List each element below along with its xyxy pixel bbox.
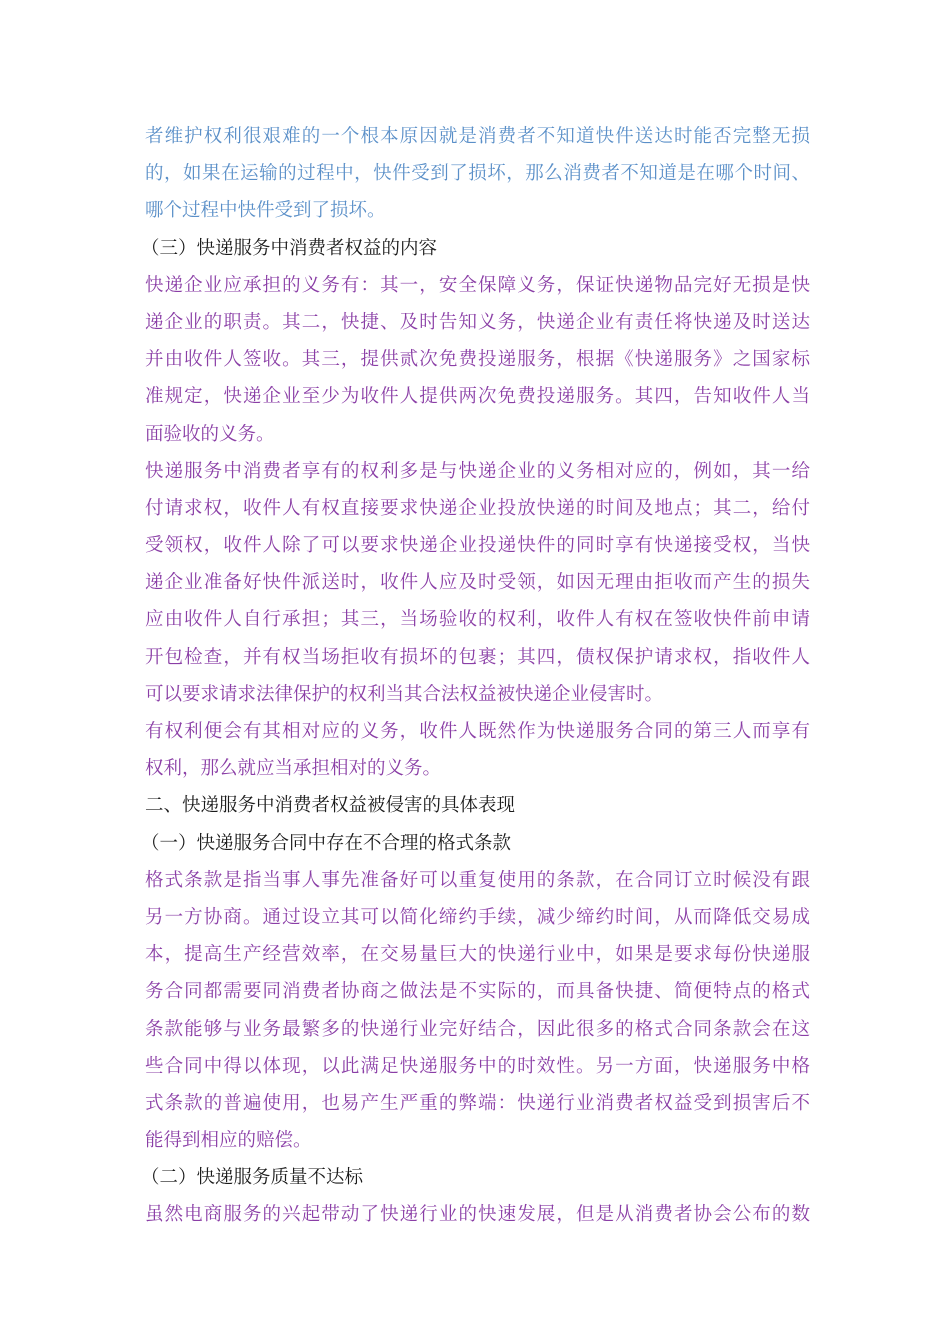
text-line: 能得到相应的赔偿。 bbox=[145, 1130, 312, 1152]
text-line: 虽然电商服务的兴起带动了快递行业的快速发展，但是从消费者协会公布的数 bbox=[145, 1204, 810, 1226]
text-line: 并由收件人签收。其三，提供贰次免费投递服务，根据《快递服务》之国家标 bbox=[145, 349, 810, 371]
text-line: 付请求权，收件人有权直接要求快递企业投放快递的时间及地点；其二，给付 bbox=[145, 497, 810, 519]
section-heading: （三）快递服务中消费者权益的内容 bbox=[141, 237, 438, 259]
text-line: 本，提高生产经营效率，在交易量巨大的快递行业中，如果是要求每份快递服 bbox=[145, 944, 810, 966]
text-line: 受领权，收件人除了可以要求快递企业投递快件的同时享有快递接受权，当快 bbox=[145, 535, 810, 557]
text-line: 务合同都需要同消费者协商之做法是不实际的，而具备快捷、简便特点的格式 bbox=[145, 981, 810, 1003]
text-line: 式条款的普遍使用，也易产生严重的弊端：快递行业消费者权益受到损害后不 bbox=[145, 1092, 810, 1114]
text-line: 另一方协商。通过设立其可以简化缔约手续，减少缔约时间，从而降低交易成 bbox=[145, 906, 810, 928]
text-line: 快递企业应承担的义务有：其一，安全保障义务，保证快递物品完好无损是快 bbox=[145, 274, 810, 296]
section-heading: （二）快递服务质量不达标 bbox=[141, 1167, 364, 1189]
text-line: 有权利便会有其相对应的义务，收件人既然作为快递服务合同的第三人而享有 bbox=[145, 721, 810, 742]
paragraph-format-clauses bbox=[145, 862, 810, 1160]
text-line: 准规定，快递企业至少为收件人提供两次免费投递服务。其四，告知收件人当 bbox=[145, 386, 810, 408]
text-line: 面验收的义务。 bbox=[145, 423, 275, 445]
paragraph-rights bbox=[145, 453, 810, 713]
document-page bbox=[141, 118, 810, 1234]
section-heading: （一）快递服务合同中存在不合理的格式条款 bbox=[141, 832, 512, 854]
text-line: 快递服务中消费者享有的权利多是与快递企业的义务相对应的，例如，其一给 bbox=[145, 460, 810, 482]
text-line: 应由收件人自行承担；其三，当场验收的权利，收件人有权在签收快件前申请 bbox=[145, 609, 810, 631]
paragraph-service-quality bbox=[145, 1196, 810, 1233]
paragraph-duties bbox=[145, 713, 810, 787]
text-line: 可以要求请求法律保护的权利当其合法权益被快递企业侵害时。 bbox=[145, 683, 664, 705]
text-line: 者维护权利很艰难的一个根本原因就是消费者不知道快件送达时能否完整无损 bbox=[145, 126, 810, 147]
text-line: 条款能够与业务最繁多的快递行业完好结合，因此很多的格式合同条款会在这 bbox=[145, 1018, 810, 1040]
text-line: 格式条款是指当事人事先准备好可以重复使用的条款，在合同订立时候没有跟 bbox=[145, 869, 810, 891]
text-line: 的，如果在运输的过程中，快件受到了损坏，那么消费者不知道是在哪个时间、 bbox=[145, 163, 810, 185]
text-line: 些合同中得以体现，以此满足快递服务中的时效性。另一方面，快递服务中格 bbox=[145, 1055, 810, 1077]
chapter-heading: 二、快递服务中消费者权益被侵害的具体表现 bbox=[145, 795, 516, 817]
text-line: 权利，那么就应当承担相对的义务。 bbox=[145, 758, 442, 780]
text-line: 递企业的职责。其二，快捷、及时告知义务，快递企业有责任将快递及时送达 bbox=[145, 311, 810, 333]
text-line: 开包检查，并有权当场拒收有损坏的包裹；其四，债权保护请求权，指收件人 bbox=[145, 646, 810, 668]
paragraph-intro bbox=[145, 118, 810, 230]
text-line: 递企业准备好快件派送时，收件人应及时受领，如因无理由拒收而产生的损失 bbox=[145, 572, 810, 594]
text-line: 哪个过程中快件受到了损坏。 bbox=[145, 200, 386, 222]
paragraph-obligations bbox=[145, 267, 810, 453]
